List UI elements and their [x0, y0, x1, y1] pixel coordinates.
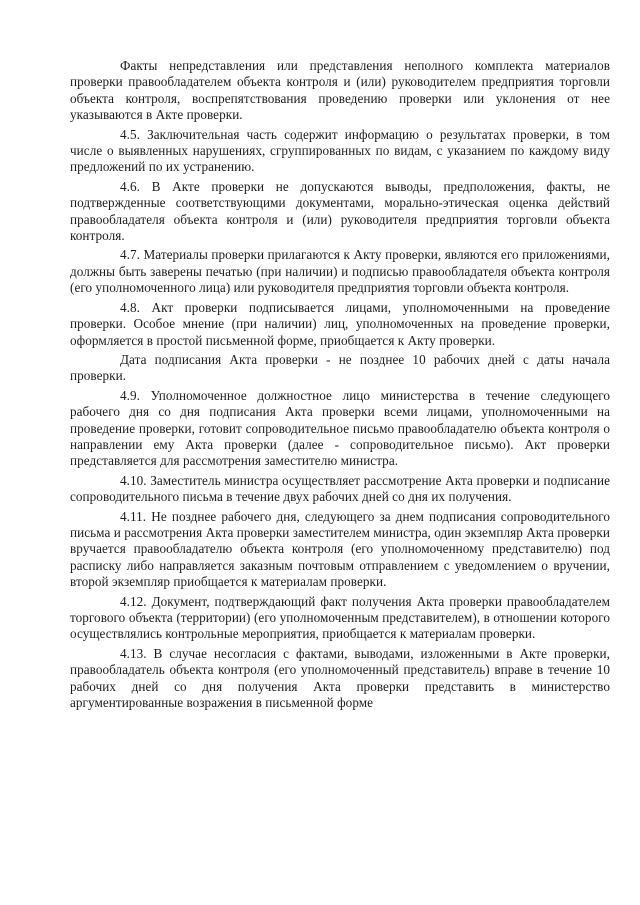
- paragraph-4-6: 4.6. В Акте проверки не допускаются выводы, предположения, факты, не подтвержденные соответствующими документами, морально-этическая оценка действий правообладателя объекта контроля и (или) руководителя предприятия торговли объекта контроля.: [70, 178, 610, 244]
- paragraph-4-11: 4.11. Не позднее рабочего дня, следующего за днем подписания сопроводительного письма и рассмотрения Акта проверки заместителем министра, один экземпляр Акта проверки вручается правообладателю объекта контроля (его уполномоченному представителю) под расписку либо направляется заказным почтовым отправлением с уведомлением о вручении, второй экземпляр приобщается к материалам проверки.: [70, 508, 610, 590]
- paragraph-4-13: 4.13. В случае несогласия с фактами, выводами, изложенными в Акте проверки, правообладатель объекта контроля (его уполномоченный представитель) вправе в течение 10 рабочих дней со дня получения Акта проверки представить в министерство аргументированные возражения в письменной форме: [70, 645, 610, 711]
- paragraph-4-5: 4.5. Заключительная часть содержит информацию о результатах проверки, в том числе о выявленных нарушениях, сгруппированных по видам, с указанием по каждому виду предложений по их устранению.: [70, 126, 610, 175]
- paragraph-facts-non-submission: Факты непредставления или представления неполного комплекта материалов проверки правообладателем объекта контроля и (или) руководителем предприятия торговли объекта контроля, воспрепятствования проведению проверки или уклонения от нее указываются в Акте проверки.: [70, 58, 610, 123]
- paragraph-4-12: 4.12. Документ, подтверждающий факт получения Акта проверки правообладателем торгового объекта (территории) (его уполномоченным представителем), в отношении которого осуществлялись контрольные мероприятия, приобщается к материалам проверки.: [70, 593, 610, 642]
- paragraph-4-7: 4.7. Материалы проверки прилагаются к Акту проверки, являются его приложениями, должны быть заверены печатью (при наличии) и подписью правообладателя объекта контроля (его уполномоченного лица) или руководителя предприятия торговли объекта контроля.: [70, 247, 610, 296]
- paragraph-4-10: 4.10. Заместитель министра осуществляет рассмотрение Акта проверки и подписание сопроводительного письма в течение двух рабочих дней со дня их получения.: [70, 472, 610, 505]
- paragraph-signing-date: Дата подписания Акта проверки - не позднее 10 рабочих дней с даты начала проверки.: [70, 351, 610, 384]
- paragraph-4-9: 4.9. Уполномоченное должностное лицо министерства в течение следующего рабочего дня со дня подписания Акта проверки всеми лицами, уполномоченными на проведение проверки, готовит сопроводительное письмо правообладателю объекта контроля о направлении ему Акта проверки (далее - сопроводительное письмо). Акт проверки представляется для рассмотрения заместителю министра.: [70, 387, 610, 469]
- paragraph-4-8: 4.8. Акт проверки подписывается лицами, уполномоченными на проведение проверки. Особое мнение (при наличии) лиц, уполномоченных на проведение проверки, оформляется в простой письменной форме, приобщается к Акту проверки.: [70, 299, 610, 348]
